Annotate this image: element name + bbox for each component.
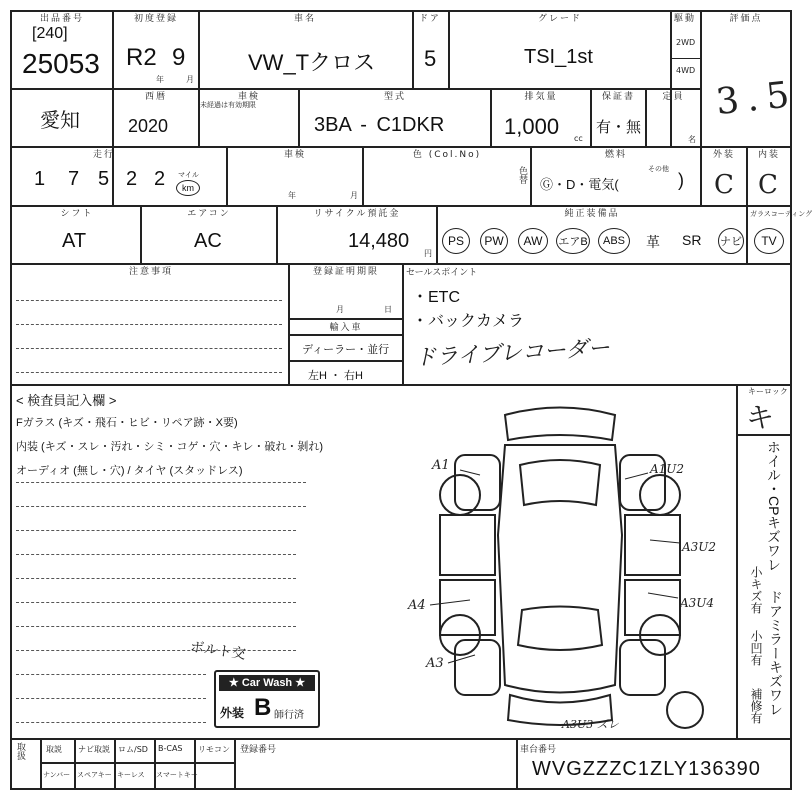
divider <box>700 10 702 147</box>
mark-a3u3: A3U3 ズレ <box>562 718 619 731</box>
handling-mark: 取扱 <box>15 742 25 760</box>
year-unit: 年 <box>156 75 164 84</box>
front-bumper-shape <box>505 408 615 441</box>
inspector-line-interior: 内装 (キズ・スレ・汚れ・シミ・コゲ・穴・キレ・破れ・剝れ) <box>16 441 324 453</box>
stamp-title: ★ Car Wash ★ <box>219 675 315 691</box>
mirror-note: ドアミラーキズワレ <box>768 590 784 716</box>
car-diagram <box>400 395 730 735</box>
displacement: 1,000 <box>504 114 560 139</box>
frame-right <box>790 10 792 790</box>
inspection-year-unit: 年 <box>288 191 296 200</box>
mark-a4: A4 <box>408 598 426 613</box>
mark-line <box>448 655 475 663</box>
keylock-label: キーロック <box>748 387 788 396</box>
doc-keyless: キーレス <box>117 771 145 779</box>
exterior-grade: C <box>714 170 734 200</box>
warranty-label: 保証書 <box>601 92 635 102</box>
frame-bottom <box>10 788 792 790</box>
equip-abs: ABS <box>598 228 630 254</box>
car-wash-stamp <box>214 670 320 728</box>
import-label: 輸入車 <box>329 323 363 333</box>
divider <box>736 384 738 738</box>
dash-line <box>16 530 296 531</box>
mileage-digit-5: 2 <box>154 168 166 190</box>
model-code: 3BA - C1DKR <box>314 114 445 136</box>
lot-number: 25053 <box>22 48 100 79</box>
dash-line <box>16 602 296 603</box>
sales-point-camera: ・バックカメラ <box>412 313 525 330</box>
doc-spare-key: スペアキー <box>77 771 112 779</box>
stamp-exterior: 外装 <box>220 706 245 720</box>
score-value: 3.5 <box>714 73 800 124</box>
divider <box>746 205 748 263</box>
divider <box>516 738 518 788</box>
wheel-note: ホイル・CPキズワレ <box>766 440 782 572</box>
reg-era: R2 <box>126 44 157 71</box>
equip-airbag: エアB <box>556 228 590 254</box>
interior-grade: C <box>758 170 778 200</box>
equip-leather: 革 <box>646 234 660 250</box>
line-row7 <box>10 738 792 740</box>
displacement-label: 排気量 <box>524 92 558 102</box>
dash-line <box>16 506 306 507</box>
mark-a3u2: A3U2 <box>682 540 717 554</box>
mark-a1-left: A1 <box>432 458 450 473</box>
dash-line <box>16 482 306 483</box>
shift-label: シフト <box>60 209 94 219</box>
recycle-fee: 14,480 <box>348 230 410 252</box>
doc-navi-manual: ナビ取説 <box>78 745 110 754</box>
keylock-mark: キ <box>746 401 775 434</box>
vin-label: 車台番号 <box>520 745 557 755</box>
doc-remote: リモコン <box>198 745 230 754</box>
doc-smart-key: スマートキー <box>156 771 198 779</box>
caution-label: 注意事項 <box>128 267 173 277</box>
exterior-label: 外装 <box>712 150 735 160</box>
line-row6 <box>10 384 792 386</box>
recycle-label: リサイクル預託金 <box>313 209 401 219</box>
left-front-door <box>440 515 495 575</box>
car-name-label: 車名 <box>293 14 316 24</box>
dash-line <box>16 300 282 301</box>
dealer-parallel: ディーラー・並行 <box>302 344 390 356</box>
doc-manual: 取説 <box>46 745 62 754</box>
mark-a3: A3 <box>426 656 444 671</box>
shift-value: AT <box>62 230 87 252</box>
divider <box>112 10 114 205</box>
dash-line <box>16 722 206 723</box>
fuel-label: 燃料 <box>604 150 627 160</box>
drive-2wd: 2WD <box>676 38 696 47</box>
equipment-label: 純正装備品 <box>564 209 620 219</box>
equip-navi: ナビ <box>718 228 744 254</box>
capacity-label: 定員 <box>662 92 685 102</box>
mark-line <box>648 593 678 598</box>
glass-coating-label: ガラスコーティング <box>750 210 812 218</box>
inspection-label: 車検 <box>237 92 260 102</box>
side-note-repair: 補修有 <box>749 688 763 724</box>
grade-value: TSI_1st <box>524 46 593 68</box>
right-rear-panel <box>620 640 665 695</box>
mileage-label: 走行 <box>92 150 115 160</box>
divider <box>288 334 402 336</box>
ac-label: エアコン <box>187 209 231 219</box>
mileage-digit-2: 7 <box>68 168 80 190</box>
registration-number-label: 登録番号 <box>240 745 277 755</box>
model-label: 型式 <box>383 92 406 102</box>
mark-a3u4: A3U4 <box>680 596 715 610</box>
dash-line <box>16 674 206 675</box>
equip-tv: TV <box>754 228 784 254</box>
inspection-note: 未経過は有効期限 <box>200 101 256 109</box>
divider <box>402 263 404 384</box>
stamp-done: 師行済 <box>274 710 304 721</box>
model-year: 2020 <box>128 116 169 136</box>
doc-bcas: B-CAS <box>158 744 183 753</box>
sales-point-dashcam: ドライブレコーダー <box>413 335 611 372</box>
sales-label: セールスポイント <box>406 268 478 278</box>
region: 愛知 <box>40 110 80 132</box>
registration-label: 初度登録 <box>133 14 178 24</box>
fuel-close: ) <box>678 170 684 190</box>
mile-unit: マイル <box>178 171 199 179</box>
divider <box>40 762 234 764</box>
frame-left <box>10 10 12 790</box>
mark-line <box>650 540 680 543</box>
lot-bracket: [240] <box>32 25 68 42</box>
cc-unit: cc <box>574 134 583 143</box>
inspector-line-glass: Fガラス (キズ・飛石・ヒビ・リペア跡・X要) <box>16 417 238 429</box>
left-rear-panel <box>455 640 500 695</box>
mileage-digit-4: 2 <box>126 168 138 190</box>
vin-number: WVGZZZC1ZLY136390 <box>532 758 761 780</box>
warranty-value: 有・無 <box>596 119 642 136</box>
color-label: 色 (Col.No) <box>412 150 482 160</box>
dash-line <box>16 650 296 651</box>
inspector-title: < 検査員記入欄 > <box>16 393 117 408</box>
divider <box>670 10 672 147</box>
equip-pw: PW <box>480 228 508 254</box>
mark-line <box>625 473 648 479</box>
dash-line <box>16 372 282 373</box>
left-rear-door <box>440 580 495 635</box>
sales-point-etc: ・ETC <box>412 289 461 306</box>
handle-side: 左H ・ 右H <box>308 370 363 382</box>
mileage-digit-3: 5 <box>98 168 110 190</box>
spare-wheel <box>667 692 703 728</box>
reg-month: 9 <box>172 44 186 71</box>
inspection-month-unit: 月 <box>350 191 358 200</box>
bolt-note: ボルト交 <box>189 639 247 663</box>
car-name: VW_Tクロス <box>248 50 376 75</box>
left-front-panel <box>455 455 500 510</box>
equip-aw: AW <box>518 228 548 254</box>
score-label: 評価点 <box>729 14 763 24</box>
drive-label: 駆動 <box>673 14 696 24</box>
doc-plate: ナンバー <box>43 771 71 779</box>
dash-line <box>16 626 296 627</box>
rear-window-shape <box>518 607 602 651</box>
ac-value: AC <box>194 230 222 252</box>
inspector-line-audio: オーディオ (無し・穴) / タイヤ (スタッドレス) <box>16 465 243 477</box>
divider <box>234 738 236 788</box>
door-label: ドア <box>419 14 441 24</box>
drive-4wd: 4WD <box>676 66 696 75</box>
fuel-options: Ⓖ・D・電気( <box>540 177 619 192</box>
car-body-top <box>498 445 622 693</box>
yen-unit: 円 <box>424 249 432 258</box>
right-rear-door <box>625 580 680 635</box>
color-change-label: 色替 <box>517 166 527 184</box>
km-unit: km <box>176 180 200 196</box>
mileage-digit-1: 1 <box>34 168 46 190</box>
month-unit: 月 <box>186 75 194 84</box>
dash-line <box>16 324 282 325</box>
dash-line <box>16 348 282 349</box>
dash-line <box>16 698 206 699</box>
expiry-month: 月 <box>336 305 344 314</box>
reg-expiry-label: 登録証明期限 <box>312 267 379 277</box>
mark-a1u2: A1U2 <box>650 462 685 476</box>
side-note-scratch: 小キズ有 <box>749 566 763 614</box>
dash-line <box>16 578 296 579</box>
side-note-dent: 小凹有 <box>749 630 763 666</box>
windshield-shape <box>520 460 600 505</box>
grade-label: グレード <box>537 14 582 24</box>
interior-label: 内装 <box>757 150 780 160</box>
doc-rom-sd: ロム/SD <box>118 745 148 754</box>
inspection-label-2: 車検 <box>283 150 306 160</box>
capacity-unit: 名 <box>688 135 696 144</box>
expiry-day: 日 <box>384 305 392 314</box>
equip-sr: SR <box>682 232 702 248</box>
right-front-door <box>625 515 680 575</box>
door-count: 5 <box>424 46 437 71</box>
stamp-grade: B <box>254 694 272 721</box>
lot-label: 出品番号 <box>39 14 84 24</box>
divider <box>288 360 402 362</box>
mark-line <box>430 600 470 605</box>
dash-line <box>16 554 296 555</box>
equip-ps: PS <box>442 228 470 254</box>
divider <box>670 58 700 59</box>
seireki-label: 西暦 <box>144 92 167 102</box>
fuel-other: その他 <box>648 165 669 173</box>
